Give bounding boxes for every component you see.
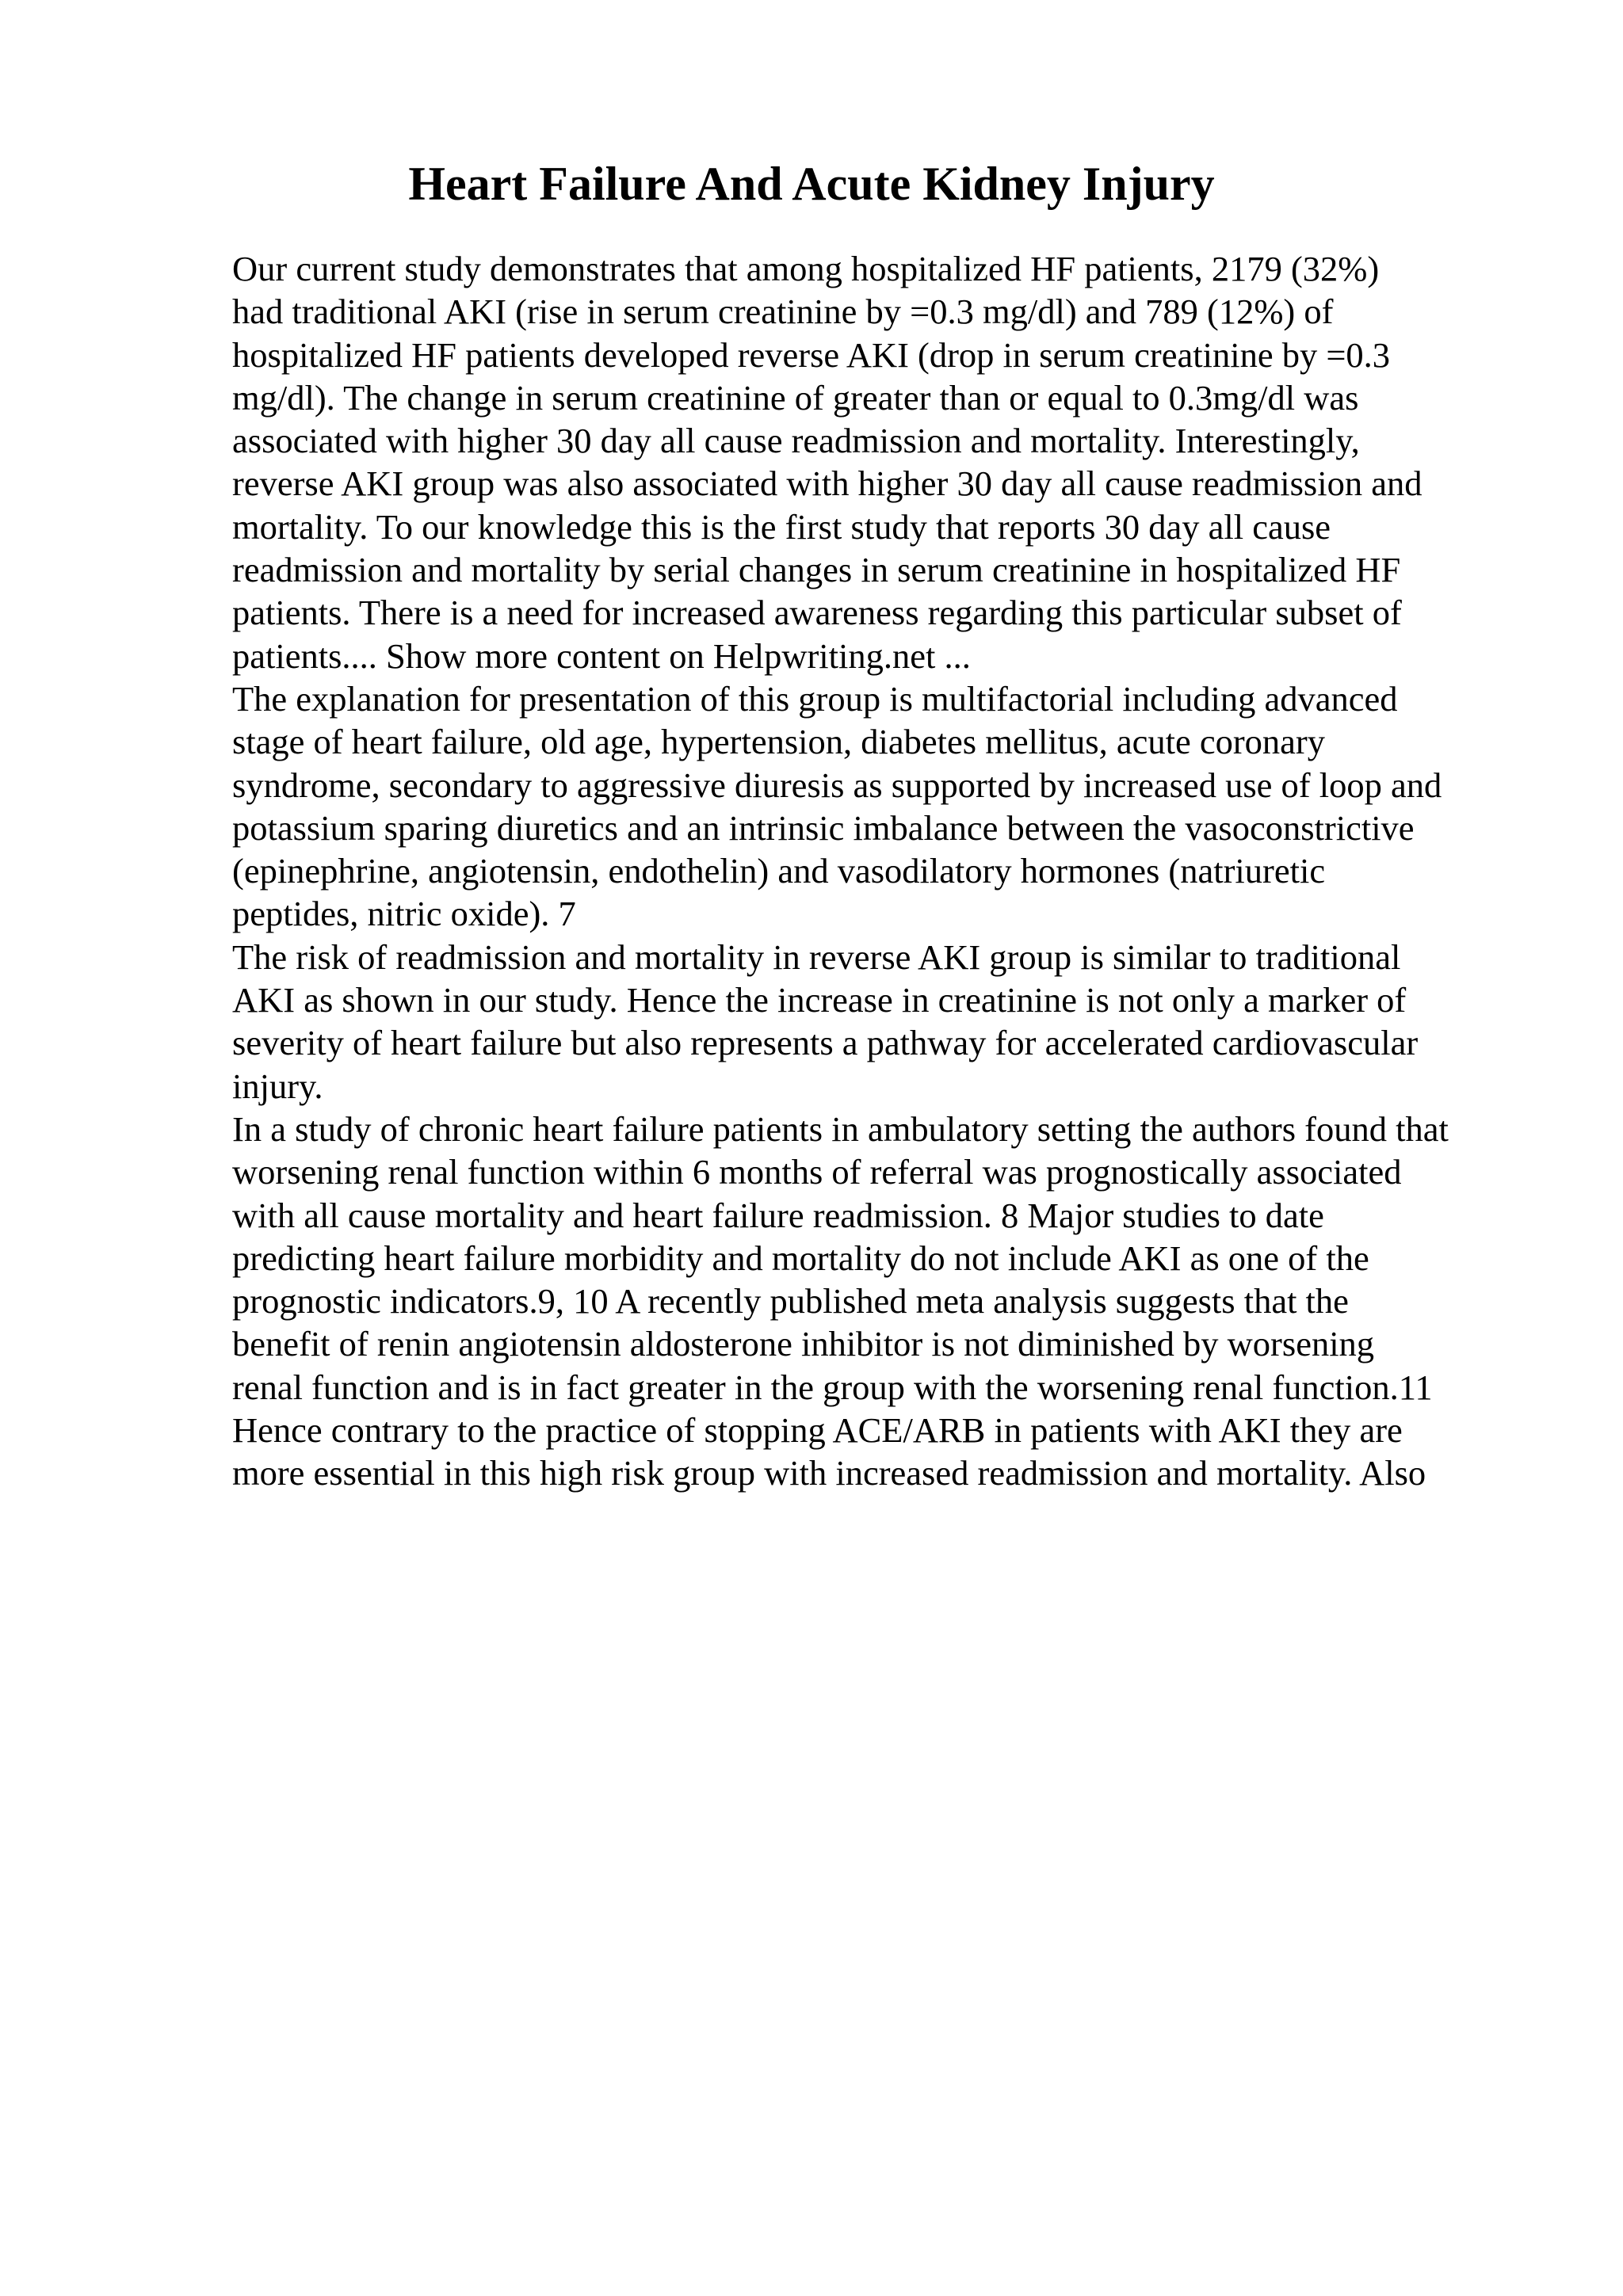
body-line: patients.... Show more content on Helpwriting.net ... [232, 635, 971, 676]
document-title: Heart Failure And Acute Kidney Injury [408, 158, 1215, 210]
body-line: injury. [232, 1066, 323, 1106]
body-line: more essential in this high risk group with increased readmission and mortality. Also [232, 1453, 1426, 1493]
body-line: with all cause mortality and heart failure readmission. 8 Major studies to date [232, 1195, 1324, 1235]
body-line: peptides, nitric oxide). 7 [232, 894, 576, 934]
body-line: renal function and is in fact greater in the group with the worsening renal function.11 [232, 1367, 1433, 1407]
body-line: AKI as shown in our study. Hence the increase in creatinine is not only a marker of [232, 980, 1407, 1020]
body-line: stage of heart failure, old age, hypertension, diabetes mellitus, acute coronary [232, 722, 1325, 762]
body-line: severity of heart failure but also represents a pathway for accelerated cardiovascular [232, 1023, 1419, 1063]
body-line: potassium sparing diuretics and an intrinsic imbalance between the vasoconstrictive [232, 807, 1415, 848]
body-line: patients. There is a need for increased awareness regarding this particular subset of [232, 593, 1402, 633]
body-line: Our current study demonstrates that among hospitalized HF patients, 2179 (32%) [232, 249, 1380, 288]
body-line: benefit of renin angiotensin aldosterone inhibitor is not diminished by worsening [232, 1324, 1375, 1364]
body-line: reverse AKI group was also associated with higher 30 day all cause readmission and [232, 463, 1423, 504]
body-line: worsening renal function within 6 months of referral was prognostically associated [232, 1152, 1402, 1192]
body-line: (epinephrine, angiotensin, endothelin) and vasodilatory hormones (natriuretic [232, 851, 1326, 891]
body-line: syndrome, secondary to aggressive diuresis as supported by increased use of loop and [232, 765, 1442, 805]
body-line: predicting heart failure morbidity and mortality do not include AKI as one of the [232, 1238, 1369, 1278]
body-line: The explanation for presentation of this group is multifactorial including advanced [232, 678, 1398, 719]
body-line: mortality. To our knowledge this is the first study that reports 30 day all cause [232, 506, 1331, 547]
body-line: hospitalized HF patients developed reverse AKI (drop in serum creatinine by =0.3 [232, 334, 1391, 375]
body-line: prognostic indicators.9, 10 A recently published meta analysis suggests that the [232, 1281, 1349, 1322]
body-line: Hence contrary to the practice of stopping ACE/ARB in patients with AKI they are [232, 1410, 1403, 1451]
body-line: The risk of readmission and mortality in reverse AKI group is similar to traditional [232, 936, 1401, 977]
document-body [232, 247, 1532, 1495]
body-line: In a study of chronic heart failure patients in ambulatory setting the authors found that [232, 1108, 1449, 1149]
body-line: mg/dl). The change in serum creatinine of greater than or equal to 0.3mg/dl was [232, 377, 1359, 418]
body-line: had traditional AKI (rise in serum creatinine by =0.3 mg/dl) and 789 (12%) of [232, 292, 1334, 332]
body-line: associated with higher 30 day all cause readmission and mortality. Interestingly, [232, 421, 1360, 461]
body-line: readmission and mortality by serial changes in serum creatinine in hospitalized HF [232, 550, 1401, 590]
